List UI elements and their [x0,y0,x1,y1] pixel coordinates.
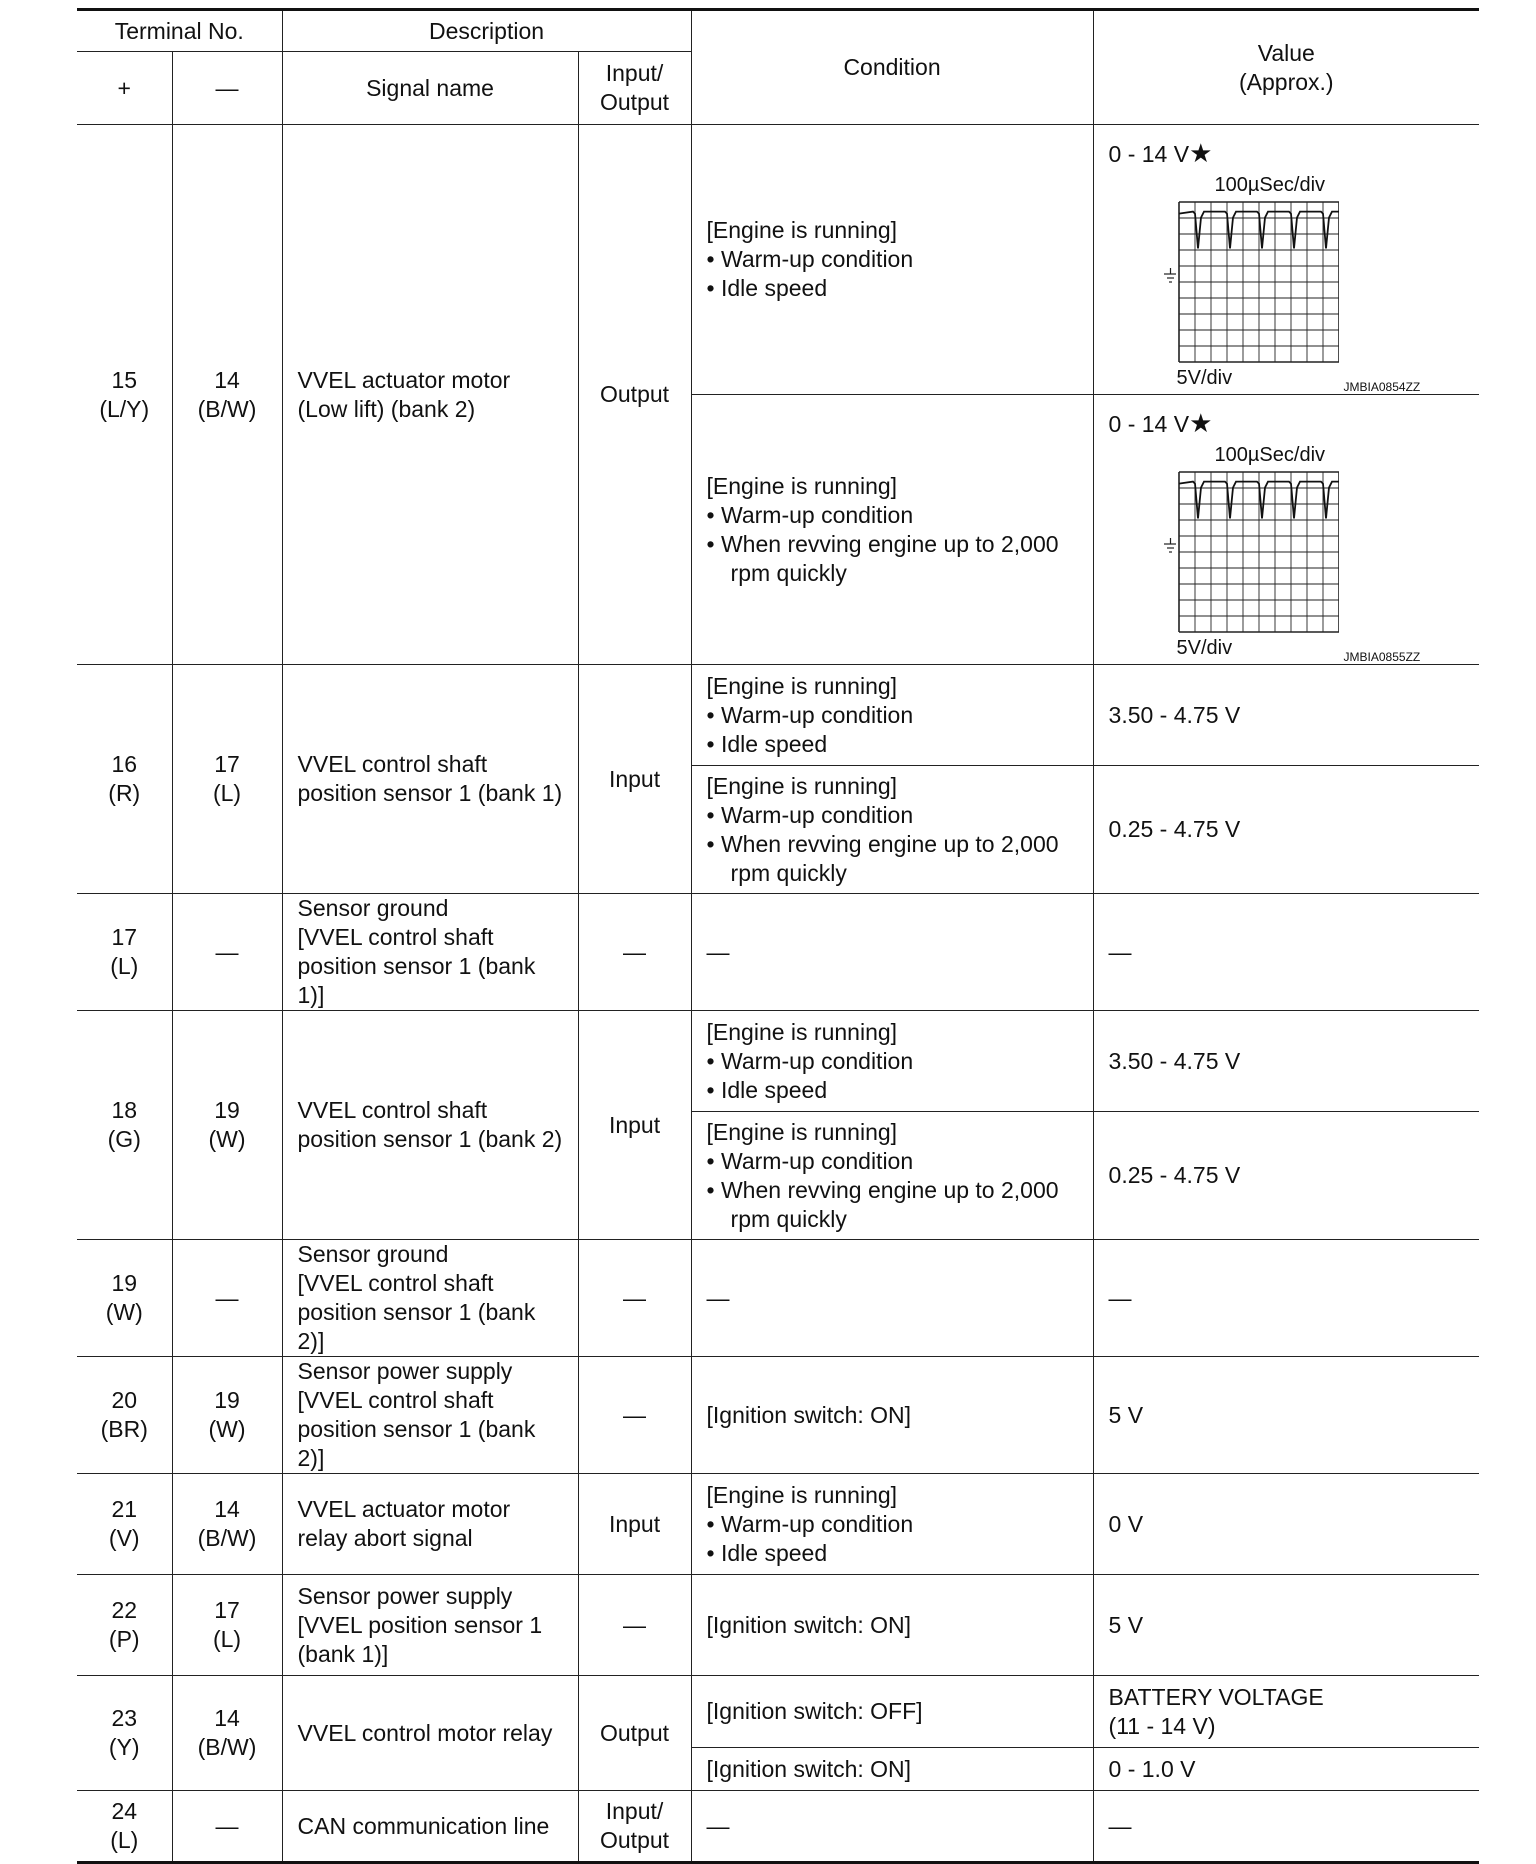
header-plus: + [77,52,172,125]
condition-bullet: • Idle speed [706,275,828,301]
header-io: Input/ Output [578,52,691,125]
condition-cell [691,766,1093,894]
condition-bullet: • When revving engine up to 2,000 rpm quickly [706,1176,1059,1232]
signal-name: Sensor ground [VVEL control shaft position sensor 1 (bank 1)] [282,894,578,1011]
condition-bullet: • Warm-up condition [706,1047,914,1074]
star-icon: ★ [1189,137,1213,168]
io-type: Input [578,1011,691,1240]
condition-bullet: • Idle speed [706,1076,828,1103]
header-signal-name: Signal name [282,52,578,125]
table-row [77,125,1479,395]
signal-name: VVEL actuator motor relay abort signal [282,1474,578,1575]
condition-cell [691,665,1093,766]
ground-icon [1164,268,1176,282]
graticule [1179,202,1339,362]
signal-name: VVEL actuator motor (Low lift) (bank 2) [282,125,578,665]
terminal-plus: 17 (L) [77,894,172,1011]
value-cell [1093,395,1479,665]
oscilloscope-waveform [1109,441,1439,664]
oscilloscope-waveform [1109,171,1439,394]
value-cell: — [1093,1791,1479,1863]
io-type: — [578,1357,691,1474]
condition-bullet: • Warm-up condition [706,1147,914,1174]
condition-cell: [Ignition switch: ON] [691,1575,1093,1676]
value-cell: 3.50 - 4.75 V [1093,665,1479,766]
header-terminal-no: Terminal No. [77,10,282,52]
terminal-plus: 20 (BR) [77,1357,172,1474]
terminal-plus: 23 (Y) [77,1676,172,1791]
terminal-plus: 16 (R) [77,665,172,894]
table-row [77,894,1479,1011]
table-row [77,1240,1479,1357]
io-type: — [578,1240,691,1357]
header-minus: — [172,52,282,125]
signal-name: VVEL control shaft position sensor 1 (bank 1) [282,665,578,894]
terminal-minus: 14 (B/W) [172,125,282,665]
condition-bullet: • Warm-up condition [706,801,914,828]
table-row [77,665,1479,766]
io-type: — [578,894,691,1011]
value-cell: — [1093,1240,1479,1357]
header-value: Value (Approx.) [1093,10,1479,125]
value-cell [1093,125,1479,395]
signal-name: Sensor power supply [VVEL position sensor 1 (bank 1)] [282,1575,578,1676]
condition-title: [Engine is running] [706,1481,898,1508]
table-row [77,1676,1479,1748]
terminal-minus: 17 (L) [172,665,282,894]
terminal-minus: — [172,894,282,1011]
value-text: 0 - 14 V [1108,140,1190,167]
value-cell: 3.50 - 4.75 V [1093,1011,1479,1112]
table-row [77,1575,1479,1676]
terminal-minus: 14 (B/W) [172,1676,282,1791]
condition-cell [691,1011,1093,1112]
condition-title: [Engine is running] [706,1118,898,1145]
voltage-scale-label: 5V/div [1176,636,1233,659]
terminal-plus: 19 (W) [77,1240,172,1357]
io-type: Input/ Output [578,1791,691,1863]
condition-cell: — [691,894,1093,1011]
condition-bullet: • When revving engine up to 2,000 rpm quickly [706,830,1059,886]
condition-cell [691,395,1093,665]
condition-cell [691,1474,1093,1575]
value-text: 0 - 14 V [1108,410,1190,437]
signal-name: Sensor power supply [VVEL control shaft position sensor 1 (bank 2)] [282,1357,578,1474]
terminal-minus: 17 (L) [172,1575,282,1676]
condition-title: [Engine is running] [706,217,898,243]
value-cell: 5 V [1093,1357,1479,1474]
condition-cell: [Ignition switch: ON] [691,1357,1093,1474]
condition-cell: [Ignition switch: OFF] [691,1676,1093,1748]
terminal-plus: 21 (V) [77,1474,172,1575]
condition-cell: — [691,1240,1093,1357]
condition-title: [Engine is running] [706,472,898,499]
table-row [77,1791,1479,1863]
condition-bullet: • Idle speed [706,1539,828,1566]
condition-bullet: • Warm-up condition [706,1510,914,1537]
condition-bullet: • Idle speed [706,730,828,757]
value-cell: 0.25 - 4.75 V [1093,766,1479,894]
condition-bullet: • When revving engine up to 2,000 rpm quickly [706,530,1059,586]
condition-bullet: • Warm-up condition [706,501,914,528]
io-type: Output [578,125,691,665]
condition-bullet: • Warm-up condition [706,701,914,728]
signal-name: CAN communication line [282,1791,578,1863]
signal-name: VVEL control motor relay [282,1676,578,1791]
table-row [77,1011,1479,1112]
io-type: Output [578,1676,691,1791]
star-icon: ★ [1189,407,1213,438]
condition-cell: — [691,1791,1093,1863]
signal-name: VVEL control shaft position sensor 1 (bank 2) [282,1011,578,1240]
io-type: — [578,1575,691,1676]
figure-code: JMBIA0854ZZ [1343,379,1421,394]
condition-bullet: • Warm-up condition [706,246,914,272]
terminal-minus: 19 (W) [172,1011,282,1240]
waveform-graph [1164,197,1339,367]
table-row [77,1357,1479,1474]
condition-cell [691,125,1093,395]
value-cell: 0 - 1.0 V [1093,1748,1479,1791]
ground-icon [1164,538,1176,552]
condition-cell: [Ignition switch: ON] [691,1748,1093,1791]
value-cell: — [1093,894,1479,1011]
table-row [77,1474,1479,1575]
terminal-minus: 19 (W) [172,1357,282,1474]
terminal-plus: 15 (L/Y) [77,125,172,665]
terminal-table [77,8,1479,1864]
header-condition: Condition [691,10,1093,125]
figure-code: JMBIA0855ZZ [1343,649,1421,664]
terminal-minus: 14 (B/W) [172,1474,282,1575]
terminal-plus: 18 (G) [77,1011,172,1240]
voltage-scale-label: 5V/div [1176,366,1233,389]
graticule [1179,472,1339,632]
io-type: Input [578,665,691,894]
value-cell: 0 V [1093,1474,1479,1575]
value-cell: 5 V [1093,1575,1479,1676]
terminal-minus: — [172,1791,282,1863]
condition-title: [Engine is running] [706,672,898,699]
terminal-plus: 24 (L) [77,1791,172,1863]
time-scale-label: 100µSec/div [1214,173,1326,196]
value-cell: BATTERY VOLTAGE (11 - 14 V) [1093,1676,1479,1748]
condition-title: [Engine is running] [706,1018,898,1045]
header-row-1 [77,10,1479,52]
condition-title: [Engine is running] [706,772,898,799]
waveform-graph [1164,467,1339,637]
condition-cell [691,1112,1093,1240]
value-cell: 0.25 - 4.75 V [1093,1112,1479,1240]
time-scale-label: 100µSec/div [1214,443,1326,466]
terminal-minus: — [172,1240,282,1357]
terminal-plus: 22 (P) [77,1575,172,1676]
io-type: Input [578,1474,691,1575]
header-description: Description [282,10,691,52]
signal-name: Sensor ground [VVEL control shaft position sensor 1 (bank 2)] [282,1240,578,1357]
